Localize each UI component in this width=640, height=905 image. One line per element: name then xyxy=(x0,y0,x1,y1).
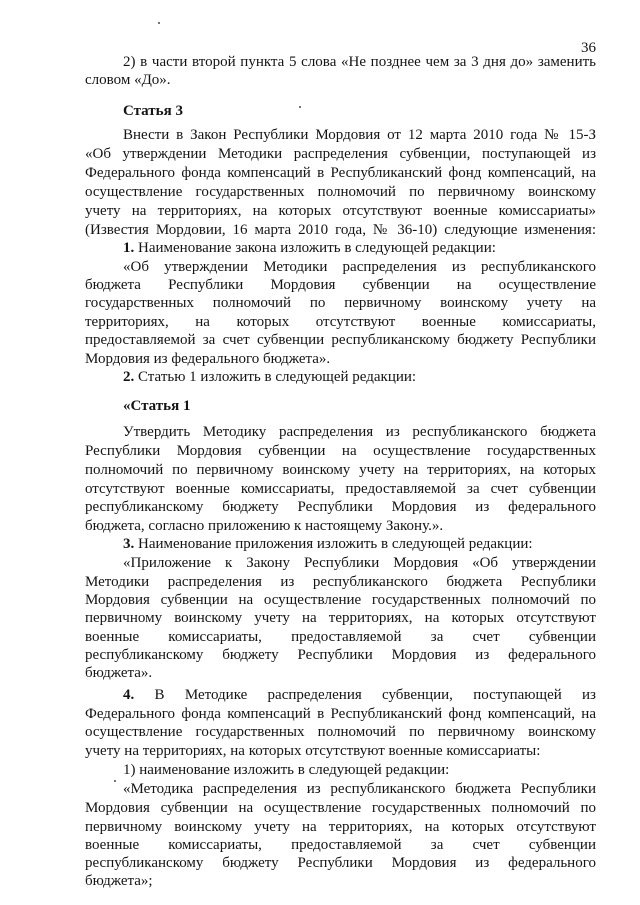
line-text: Статья 3 xyxy=(123,103,183,119)
scan-speck xyxy=(158,22,160,24)
line-text: первичному воинскому учету на территориях, на которых отсутствуют xyxy=(85,610,596,626)
line-text: Методики распределения из республиканского бюджета Республики xyxy=(85,574,596,590)
text-line xyxy=(85,184,596,201)
text-line xyxy=(85,222,596,239)
line-text: «Статья 1 xyxy=(123,398,191,414)
text-line xyxy=(85,873,596,890)
text-line xyxy=(85,592,596,609)
article-heading xyxy=(85,103,596,120)
text-line xyxy=(85,819,596,836)
text-line xyxy=(85,127,596,144)
line-text: республиканскому бюджету Республики Мордовия из федерального xyxy=(85,499,596,515)
line-text: Федерального фонда компенсаций в Республиканский фонд компенсаций, на xyxy=(85,165,596,181)
text-line xyxy=(85,762,596,779)
text-line xyxy=(85,72,596,89)
text-line xyxy=(85,165,596,182)
text-line xyxy=(85,295,596,312)
text-line xyxy=(85,240,596,257)
text-line xyxy=(85,837,596,854)
page-number: 36 xyxy=(581,40,596,56)
line-text: осуществление государственных полномочий по первичному воинскому xyxy=(85,184,596,200)
text-line xyxy=(85,665,596,682)
line-text: Федерального фонда компенсаций в Республиканский фонд компенсаций, на xyxy=(85,706,596,722)
line-text: республиканскому бюджету Республики Мордовия из федерального xyxy=(85,647,596,663)
line-text: военные комиссариаты, предоставляемой за счет субвенции xyxy=(85,837,596,853)
item-number: 2. xyxy=(123,369,135,385)
line-text: 1) наименование изложить в следующей редакции: xyxy=(123,762,450,778)
text-line xyxy=(85,800,596,817)
line-text: Мордовия субвенции на осуществление государственных полномочий по xyxy=(85,592,596,608)
item-number: 1. xyxy=(123,240,135,256)
line-text: В Методике распределения субвенции, поступающей из xyxy=(134,687,596,703)
text-line xyxy=(85,499,596,516)
text-line xyxy=(85,687,596,704)
line-text: (Известия Мордовии, 16 марта 2010 года, № 36-10) следующие изменения: xyxy=(85,222,596,238)
line-text: «Об утверждении Методики распределения субвенции, поступающей из xyxy=(85,146,596,162)
text-line xyxy=(85,536,596,553)
line-text: отсутствуют военные комиссариаты, предоставляемой за счет субвенции xyxy=(85,481,596,497)
line-text: осуществление государственных полномочий по первичному воинскому xyxy=(85,724,596,740)
text-line xyxy=(85,647,596,664)
line-text: «Об утверждении Методики распределения из республиканского xyxy=(123,259,596,275)
line-text: бюджета Республики Мордовия субвенции на осуществление xyxy=(85,277,596,293)
line-text: бюджета»; xyxy=(85,873,153,889)
text-line xyxy=(85,203,596,220)
item-number: 4. xyxy=(123,687,135,703)
line-text: предоставляемой за счет субвенции республиканскому бюджету Республики xyxy=(85,332,596,348)
text-line xyxy=(85,54,596,71)
line-text: Наименование приложения изложить в следующей редакции: xyxy=(134,536,533,552)
line-text: бюджета, согласно приложению к настоящему Закону.». xyxy=(85,518,444,534)
item-number: 3. xyxy=(123,536,135,552)
text-line xyxy=(85,259,596,276)
line-text: «Приложение к Закону Республики Мордовия «Об утверждении xyxy=(123,555,596,571)
text-line xyxy=(85,781,596,798)
text-line xyxy=(85,855,596,872)
line-text: территориях, на которых отсутствуют военные комиссариаты, xyxy=(85,314,596,330)
text-line xyxy=(85,146,596,163)
line-text: Мордовия субвенции на осуществление государственных полномочий по xyxy=(85,800,596,816)
text-line xyxy=(85,555,596,572)
line-text: государственных полномочий по первичному воинскому учету на xyxy=(85,295,596,311)
text-line xyxy=(85,518,596,535)
text-line xyxy=(85,462,596,479)
text-line xyxy=(85,332,596,349)
line-text: словом «До». xyxy=(85,72,171,88)
line-text: военные комиссариаты, предоставляемой за счет субвенции xyxy=(85,629,596,645)
line-text: Внести в Закон Республики Мордовия от 12 марта 2010 года № 15-З xyxy=(123,127,596,143)
line-text: Республики Мордовия субвенции на осуществление государственных xyxy=(85,443,596,459)
text-line xyxy=(85,706,596,723)
text-line xyxy=(85,743,596,760)
line-text: Статью 1 изложить в следующей редакции: xyxy=(134,369,417,385)
text-line xyxy=(85,277,596,294)
line-text: полномочий по первичному воинскому учету на территориях, на которых xyxy=(85,462,596,478)
text-line xyxy=(85,629,596,646)
text-line xyxy=(85,724,596,741)
text-line xyxy=(85,424,596,441)
line-text: республиканскому бюджету Республики Мордовия из федерального xyxy=(85,855,596,871)
line-text: Наименование закона изложить в следующей редакции: xyxy=(134,240,496,256)
text-line xyxy=(85,369,596,386)
line-text: учету на территориях, на которых отсутствуют военные комиссариаты» xyxy=(85,203,596,219)
line-text: «Методика распределения из республиканского бюджета Республики xyxy=(123,781,596,797)
text-line xyxy=(85,351,596,368)
line-text: учету на территориях, на которых отсутствуют военные комиссариаты: xyxy=(85,743,541,759)
article-heading xyxy=(85,398,596,415)
line-text: 2) в части второй пункта 5 слова «Не позднее чем за 3 дня до» заменить xyxy=(123,54,596,70)
text-line xyxy=(85,314,596,331)
text-line xyxy=(85,574,596,591)
line-text: первичному воинскому учету на территориях, на которых отсутствуют xyxy=(85,819,596,835)
text-line xyxy=(85,481,596,498)
line-text: Утвердить Методику распределения из республиканского бюджета xyxy=(123,424,596,440)
text-line xyxy=(85,610,596,627)
line-text: бюджета». xyxy=(85,665,153,681)
line-text: Мордовия из федерального бюджета». xyxy=(85,351,331,367)
text-line xyxy=(85,443,596,460)
